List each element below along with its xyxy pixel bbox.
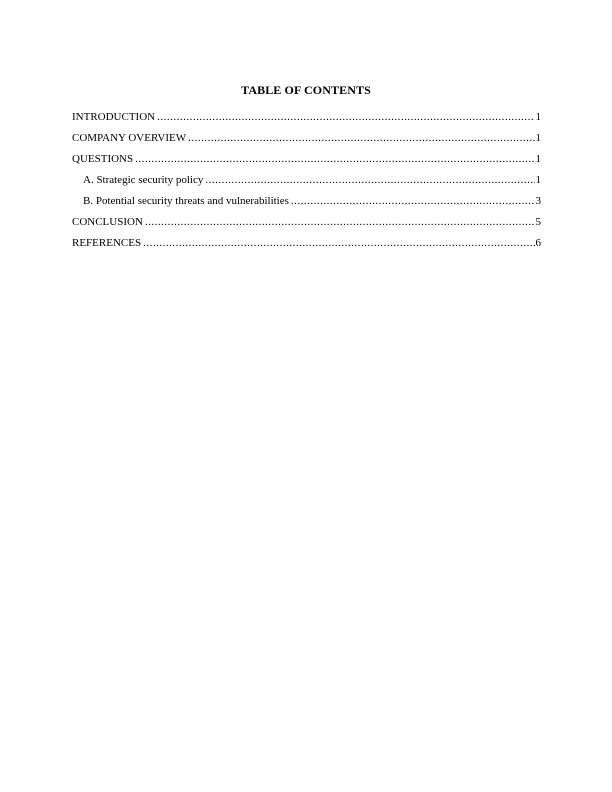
toc-entry-page-number: 3	[535, 195, 541, 207]
toc-entry-page-number: 1	[535, 111, 541, 123]
toc-entry-company-overview[interactable]	[72, 131, 541, 152]
toc-entry-label: A. Strategic security policy	[83, 174, 204, 186]
toc-entry-strategic-security-policy[interactable]	[72, 173, 541, 194]
toc-dot-leader	[143, 236, 534, 250]
toc-dot-leader	[157, 110, 534, 124]
toc-list	[72, 110, 541, 257]
toc-entry-page-number: 1	[535, 153, 541, 165]
toc-dot-leader	[188, 131, 534, 145]
toc-entry-page-number: 5	[535, 216, 541, 228]
toc-entry-potential-security-threats[interactable]	[72, 194, 541, 215]
toc-dot-leader	[145, 215, 535, 229]
toc-entry-references[interactable]	[72, 236, 541, 257]
toc-entry-label: CONCLUSION	[72, 216, 143, 228]
toc-entry-page-number: 6	[535, 237, 541, 249]
toc-dot-leader	[291, 194, 535, 208]
toc-entry-label: REFERENCES	[72, 237, 142, 249]
toc-entry-introduction[interactable]	[72, 110, 541, 131]
toc-dot-leader	[205, 173, 534, 187]
toc-entry-label: COMPANY OVERVIEW	[72, 132, 187, 144]
toc-entry-label: QUESTIONS	[72, 153, 134, 165]
toc-title: TABLE OF CONTENTS	[241, 83, 371, 97]
toc-entry-page-number: 1	[535, 174, 541, 186]
toc-entry-conclusion[interactable]	[72, 215, 541, 236]
toc-entry-page-number: 1	[535, 132, 541, 144]
toc-entry-questions[interactable]	[72, 152, 541, 173]
toc-entry-label: INTRODUCTION	[72, 111, 156, 123]
toc-dot-leader	[135, 152, 534, 166]
toc-entry-label: B. Potential security threats and vulnerabilities	[83, 195, 289, 207]
